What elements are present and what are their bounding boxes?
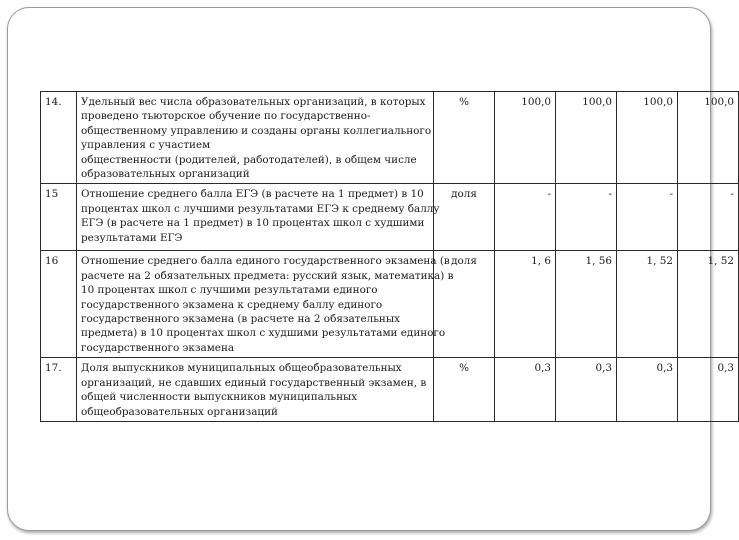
row-value-3: 1, 52: [617, 251, 678, 358]
description-line: государственного экзамена (в расчете на 2 обязательных: [81, 313, 400, 326]
row-unit: доля: [434, 251, 495, 358]
description-line: образовательных организаций: [81, 168, 250, 181]
row-number: 15: [41, 184, 77, 251]
row-value-3: 0,3: [617, 358, 678, 422]
description-line: Удельный вес числа образовательных организаций, в которых: [81, 96, 426, 108]
description-line: управления с участием: [81, 139, 211, 152]
description-line: предмета) в 10 процентах школ с худшими результатами единого: [81, 327, 446, 340]
row-value-2: 1, 56: [556, 251, 617, 358]
row-number: 14.: [41, 92, 77, 184]
row-description: [77, 251, 454, 358]
description-line: Отношение среднего балла единого государственного экзамена (в: [81, 255, 450, 268]
indicators-table: [40, 91, 739, 422]
row-value-2: 0,3: [556, 358, 617, 422]
table-row: [41, 251, 739, 358]
description-line: общественности (родителей, работодателей), в общем числе: [81, 153, 417, 166]
description-line: Доля выпускников муниципальных общеобразовательных: [81, 362, 402, 375]
row-description: [77, 358, 434, 422]
description-line: расчете на 2 обязательных предмета: русский язык, математика) в: [81, 269, 454, 282]
description-line: Отношение среднего балла ЕГЭ (в расчете на 1 предмет) в 10: [81, 188, 424, 201]
table-row: [41, 92, 739, 184]
description-line: 10 процентах школ с лучшими результатами единого: [81, 284, 378, 297]
row-value-4: 100,0: [678, 92, 739, 184]
row-value-1: 0,3: [495, 358, 556, 422]
row-value-1: 1, 6: [495, 251, 556, 358]
row-description: [77, 184, 440, 251]
table-row: [41, 184, 739, 251]
row-number: 16: [41, 251, 77, 358]
description-line: ЕГЭ (в расчете на 1 предмет) в 10 процентах школ с худшими: [81, 217, 425, 230]
row-value-4: 1, 52: [678, 251, 739, 358]
row-value-4: -: [678, 184, 739, 251]
row-value-3: 100,0: [617, 92, 678, 184]
row-description: [77, 92, 434, 184]
row-value-2: 100,0: [556, 92, 617, 184]
row-unit: %: [434, 358, 495, 422]
description-line: общественному управлению и созданы органы коллегиального: [81, 124, 432, 137]
description-line: общей численности выпускников муниципальных: [81, 391, 358, 404]
row-unit: доля: [434, 184, 495, 251]
description-line: проведено тьюторское обучение по государственно-: [81, 110, 371, 123]
description-line: процентах школ с лучшими результатами ЕГЭ к среднему баллу: [81, 202, 440, 215]
row-value-2: -: [556, 184, 617, 251]
row-unit: %: [434, 92, 495, 184]
row-number: 17.: [41, 358, 77, 422]
description-line: государственного экзамена к среднему баллу единого: [81, 298, 383, 311]
description-line: организаций, не сдавших единый государственный экзамен, в: [81, 376, 427, 389]
table-row: [41, 358, 739, 422]
row-value-1: -: [495, 184, 556, 251]
description-line: результатами ЕГЭ: [81, 231, 183, 244]
description-line: государственного экзамена: [81, 341, 235, 354]
description-line: общеобразовательных организаций: [81, 405, 278, 418]
row-value-3: -: [617, 184, 678, 251]
row-value-4: 0,3: [678, 358, 739, 422]
row-value-1: 100,0: [495, 92, 556, 184]
